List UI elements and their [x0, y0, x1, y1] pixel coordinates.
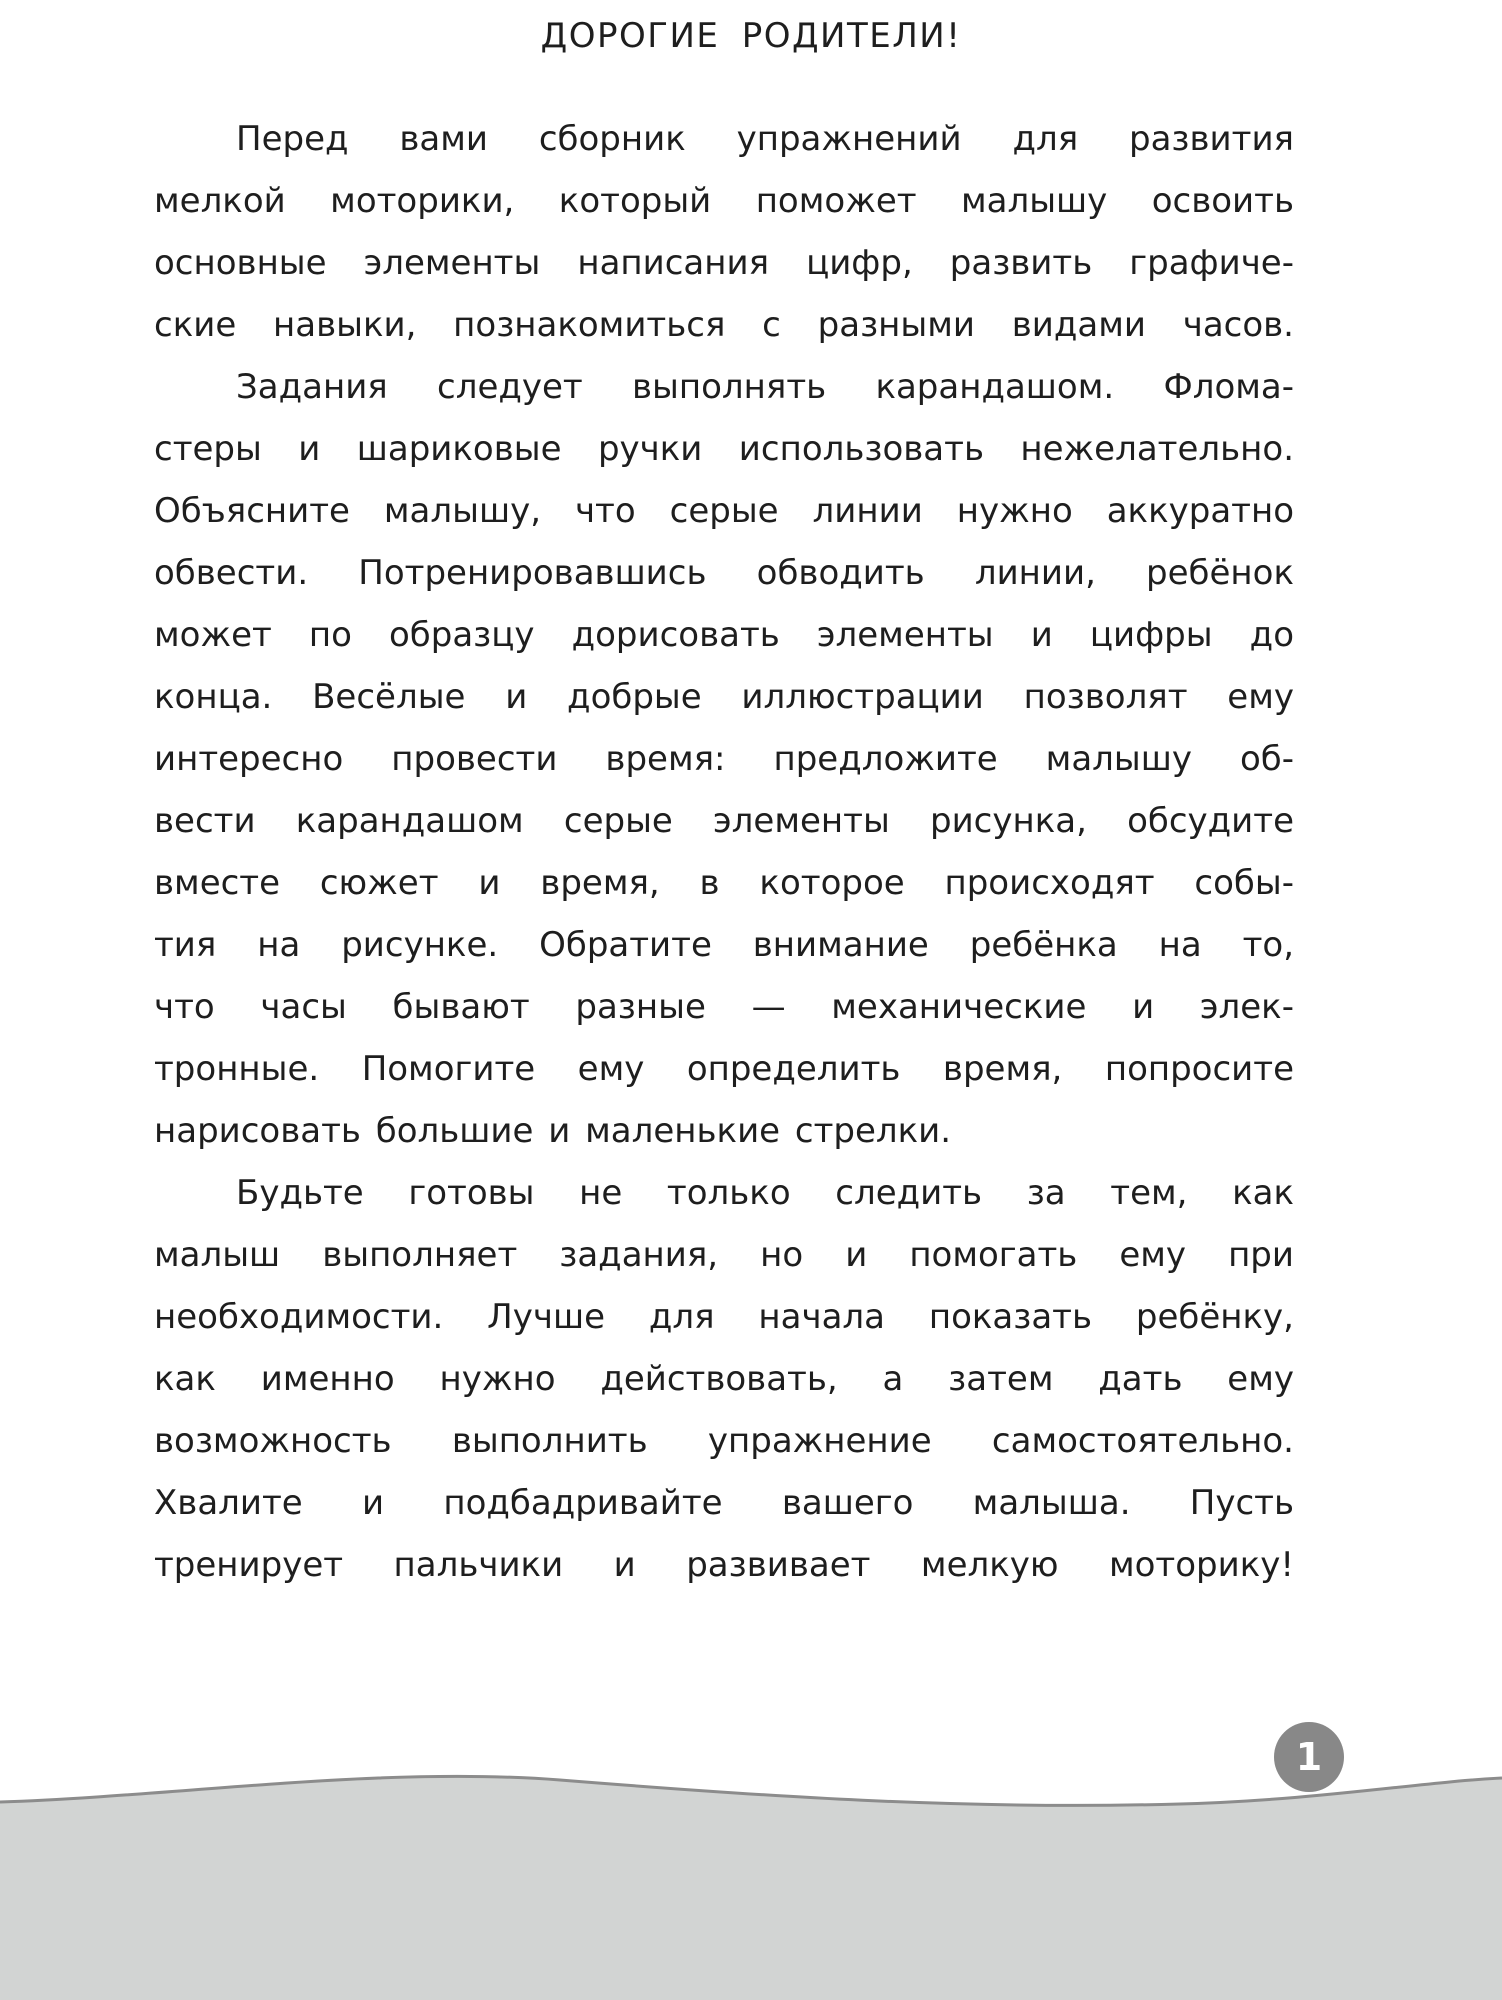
footer-wave-band — [0, 1776, 1502, 2000]
text-line: Хвалите и подбадривайте вашего малыша. Пусть — [154, 1483, 1294, 1523]
paragraph — [154, 108, 1294, 356]
text-line: конца. Весёлые и добрые иллюстрации позволят ему — [154, 677, 1294, 717]
text-line: необходимости. Лучше для начала показать ребёнку, — [154, 1297, 1294, 1337]
text-line: Будьте готовы не только следить за тем, как — [236, 1173, 1294, 1213]
text-line: обвести. Потренировавшись обводить линии, ребёнок — [154, 553, 1294, 593]
text-line: тренирует пальчики и развивает мелкую моторику! — [154, 1545, 1294, 1585]
text-line: интересно провести время: предложите малышу об- — [154, 739, 1294, 779]
text-line: Задания следует выполнять карандашом. Флома- — [236, 367, 1294, 407]
page-title: ДОРОГИЕ РОДИТЕЛИ! — [540, 16, 962, 56]
text-line: малыш выполняет задания, но и помогать ему при — [154, 1235, 1294, 1275]
paragraph — [154, 356, 1294, 1162]
text-line: может по образцу дорисовать элементы и цифры до — [154, 615, 1294, 655]
paragraph — [154, 1162, 1294, 1596]
text-line: вести карандашом серые элементы рисунка, обсудите — [154, 801, 1294, 841]
text-line: стеры и шариковые ручки использовать нежелательно. — [154, 429, 1294, 469]
page-number-badge: 1 — [1274, 1722, 1344, 1792]
text-line: вместе сюжет и время, в которое происходят собы- — [154, 863, 1294, 903]
text-line: основные элементы написания цифр, развить графиче- — [154, 243, 1294, 283]
text-line: Объясните малышу, что серые линии нужно аккуратно — [154, 491, 1294, 531]
text-line: нарисовать большие и маленькие стрелки. — [154, 1111, 952, 1151]
text-line: возможность выполнить упражнение самостоятельно. — [154, 1421, 1294, 1461]
text-line: Перед вами сборник упражнений для развития — [236, 119, 1294, 159]
body-text — [154, 108, 1294, 1596]
text-line: как именно нужно действовать, а затем дать ему — [154, 1359, 1294, 1399]
text-line: что часы бывают разные — механические и элек- — [154, 987, 1294, 1027]
text-line: ские навыки, познакомиться с разными видами часов. — [154, 305, 1294, 345]
text-line: тия на рисунке. Обратите внимание ребёнка на то, — [154, 925, 1294, 965]
text-line: мелкой моторики, который поможет малышу освоить — [154, 181, 1294, 221]
text-line: тронные. Помогите ему определить время, попросите — [154, 1049, 1294, 1089]
